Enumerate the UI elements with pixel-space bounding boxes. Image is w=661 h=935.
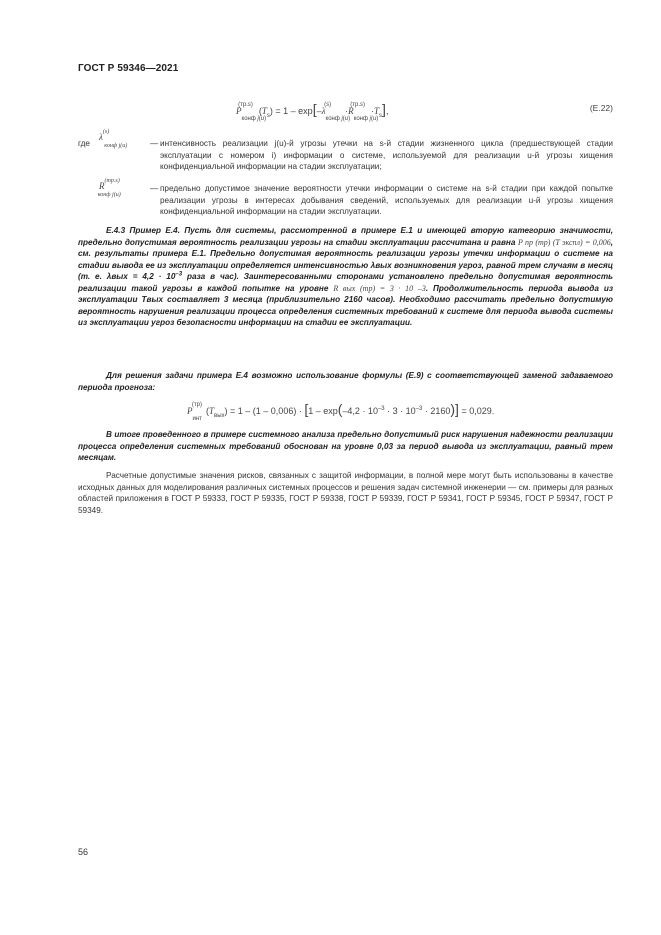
- example-paragraph: [78, 225, 613, 329]
- example-text-4: раза в час). Заинтересованными сторонами установлено предельно допустимая вероятность реализации такой угрозы в каждой попытке на уровне: [78, 272, 613, 293]
- example-text-6: составляет 3 месяца (приблизительно 2160 часов). Необходимо рассчитать предельно допустимую вероятность нарушения реализации процесса определения системных требований к системе для периода вывода системы из эксплуатации угроз безопасности информации на стадии ее эксплуатации.: [78, 295, 614, 327]
- t-out-symbol: Tвых: [141, 295, 164, 304]
- equation-number: (Е.22): [589, 103, 613, 113]
- example-text-1: Е.4.3 Пример Е.4. Пусть для системы, рассмотренной в примере Е.1 и имеющей вторую категорию значимости, предельно допустимая вероятность реализации угрозы на стадии эксплуатации рассчитана и равна: [78, 226, 613, 247]
- equation-calc: $P_{инт}^{(тр)}(T_{вых}) = 1 - (1 - 0,006) \cdot [1 - \exp(-4,2 \cdot 10^{-3} \cdot 3 \cdot 10^{-3} \cdot 2160)] = 0,029$.: [187, 401, 495, 422]
- definition-dash-2: —: [150, 184, 159, 193]
- final-paragraph: Расчетные допустимые значения рисков, связанных с защитой информации, в полной мере могут быть использованы в качестве исходных данных для моделирования различных системных процессов и решения задач системной инженерии — см. примеры для разных областей приложения в ГОСТ Р 59333, ГОСТ Р 59335, ГОСТ Р 59338, ГОСТ Р 59339, ГОСТ Р 59341, ГОСТ Р 59345, ГОСТ Р 59347, ГОСТ Р 59349.: [78, 471, 613, 515]
- page-number: 56: [78, 847, 89, 857]
- r-formula: R вых (тр) = 3 · 10 –3: [333, 283, 426, 293]
- lambda-out-value: λвых = 4,2 · 10: [106, 272, 176, 281]
- document-header: ГОСТ Р 59346—2021: [78, 63, 179, 74]
- example-text-5: . Продолжительность периода вывода из эксплуатации: [78, 283, 613, 304]
- definition-dash: —: [150, 139, 159, 148]
- example-text-2: , см. результаты примера Е.1. Предельно допустимая вероятность реализации угрозы утечки информации о системе на стадии вывода ее из эксплуатации определяется интенсивностью: [78, 237, 613, 270]
- where-label: где: [78, 139, 90, 148]
- lambda-out-exponent: –3: [175, 271, 183, 278]
- lambda-definition: интенсивность реализации j(u)-й угрозы утечки на s-й стадии жизненного цикла (предшествующей стадии эксплуатации с номером i) информации о системе, используемой для реализации u-й угрозы хищения конфиденциальной информации на стадии эксплуатации;: [160, 139, 613, 171]
- equation-e22: $P_{конф j(u)}^{(тр.s)}(T_s) = 1 - \exp[-\lambda_{конф j(u)}^{(s)}\cdot R_{конф j(u)}^{(тр.s)}\cdot T_s]$,: [236, 101, 389, 122]
- conclusion-paragraph: В итоге проведенного в примере системного анализа предельно допустимый риск нарушения надежности реализации процесса определения системных требований обоснован на уровне 0,03 за период вывода из эксплуатации, равный трем месяцам.: [78, 430, 613, 462]
- solution-paragraph: Для решения задачи примера Е.4 возможно использование формулы (Е.9) с соответствующей заменой задаваемого периода прогноза:: [78, 371, 613, 392]
- example-text-3: возникновения угроз, равной трем случаям в месяц (т. е.: [78, 260, 613, 281]
- r-symbol: $R^{(тр.s)}_{конф j(u)}$: [97, 178, 121, 198]
- p-formula: P пр (тр) (T экспл) = 0,006: [517, 237, 611, 247]
- lambda-symbol: $\lambda^{(s)}_{конф j(u)}$: [99, 129, 128, 149]
- lambda-out-symbol: λвых: [370, 260, 392, 270]
- r-definition: предельно допустимое значение вероятности утечки информации о системе на s-й стадии при каждой попытке реализации угрозы в интересах добывания сведений, используемых для реализации u-й угрозы хищения конфиденциальной информации на стадии эксплуатации.: [160, 184, 613, 216]
